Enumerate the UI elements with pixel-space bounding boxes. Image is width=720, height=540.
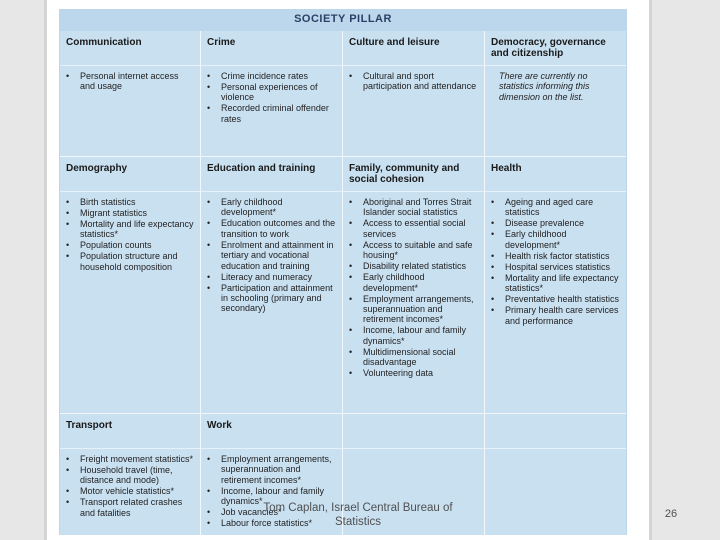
cell-heading: Education and training — [207, 163, 316, 174]
list-item: • Recorded criminal offender rates — [207, 103, 338, 124]
list-item: • Crime incidence rates — [207, 71, 338, 81]
cell-heading: Communication — [66, 37, 142, 48]
list-item: • Population counts — [66, 240, 196, 250]
cell-health — [485, 157, 626, 413]
cell-body — [343, 448, 484, 454]
list-item: • Literacy and numeracy — [207, 272, 338, 282]
cell-heading: Work — [207, 420, 232, 431]
bullet-list — [207, 197, 338, 314]
society-pillar-table — [59, 9, 627, 535]
list-item: • Mortality and life expectancy statistics* — [66, 219, 196, 240]
bullet-list — [66, 454, 196, 518]
list-item: • Early childhood development* — [349, 272, 480, 293]
list-item: • Preventative health statistics — [491, 294, 622, 304]
cell-transport — [60, 414, 200, 535]
cell-body — [343, 65, 484, 92]
list-item: • Health risk factor statistics — [491, 251, 622, 261]
cell-heading: Family, community and social cohesion — [349, 163, 460, 185]
list-item: • Hospital services statistics — [491, 262, 622, 272]
cell-body — [485, 448, 626, 454]
list-item: • Early childhood development* — [207, 197, 338, 218]
list-item: • Employment arrangements, superannuation and retirement incomes* — [349, 294, 480, 325]
bullet-list — [207, 71, 338, 124]
cell-crime — [201, 31, 342, 156]
list-item: • Motor vehicle statistics* — [66, 486, 196, 496]
bullet-list — [349, 71, 480, 92]
cell-demography — [60, 157, 200, 413]
cell-body — [343, 191, 484, 379]
credit-line-1: Tom Caplan, Israel Central Bureau of — [263, 502, 453, 514]
list-item: • Personal experiences of violence — [207, 82, 338, 103]
cell-heading: Transport — [66, 420, 113, 431]
list-item: • Birth statistics — [66, 197, 196, 207]
bullet-list — [349, 197, 480, 379]
cell-heading: Democracy, governance and citizenship — [491, 37, 606, 59]
list-item: • Cultural and sport participation and attendance — [349, 71, 480, 92]
cell-body — [201, 65, 342, 124]
slide-page-number: 26 — [664, 508, 678, 520]
category-grid — [60, 31, 626, 535]
bullet-list — [66, 197, 196, 272]
cell-culture — [343, 31, 484, 156]
list-item: • Access to essential social services — [349, 218, 480, 239]
bullet-list — [66, 71, 196, 92]
list-item: • Income, labour and family dynamics* — [207, 486, 338, 507]
cell-body — [60, 191, 200, 272]
cell-body — [60, 448, 200, 518]
list-item: • Job vacancies* — [207, 507, 338, 517]
list-item: • Volunteering data — [349, 368, 480, 378]
cell-education — [201, 157, 342, 413]
cell-body — [201, 191, 342, 314]
cell-body — [60, 65, 200, 92]
right-margin-band — [649, 0, 720, 540]
list-item: • Population structure and household composition — [66, 251, 196, 272]
list-item: • Personal internet access and usage — [66, 71, 196, 92]
cell-heading: Health — [491, 163, 522, 174]
list-item: • Labour force statistics* — [207, 518, 338, 528]
cell-note: There are currently no statistics informing this dimension on the list. — [499, 71, 590, 102]
list-item: • Disability related statistics — [349, 261, 480, 271]
cell-heading: Demography — [66, 163, 128, 174]
slide-footer-credit — [240, 501, 476, 529]
cell-democracy — [485, 31, 626, 156]
bullet-list — [491, 197, 622, 326]
list-item: • Participation and attainment in schooling (primary and secondary) — [207, 283, 338, 314]
list-item: • Household travel (time, distance and mode) — [66, 465, 196, 486]
cell-empty-2 — [485, 414, 626, 535]
cell-family — [343, 157, 484, 413]
list-item: • Disease prevalence — [491, 218, 622, 228]
list-item: • Income, labour and family dynamics* — [349, 325, 480, 346]
table-title: SOCIETY PILLAR — [294, 13, 392, 25]
cell-body — [485, 191, 626, 326]
list-item: • Migrant statistics — [66, 208, 196, 218]
list-item: • Multidimensional social disadvantage — [349, 347, 480, 368]
list-item: • Freight movement statistics* — [66, 454, 196, 464]
left-margin-band — [0, 0, 47, 540]
list-item: • Education outcomes and the transition to work — [207, 218, 338, 239]
list-item: • Mortality and life expectancy statistics* — [491, 273, 622, 294]
list-item: • Transport related crashes and fatalities — [66, 497, 196, 518]
list-item: • Aboriginal and Torres Strait Islander social statistics — [349, 197, 480, 218]
list-item: • Primary health care services and performance — [491, 305, 622, 326]
cell-heading — [485, 414, 626, 448]
list-item: • Early childhood development* — [491, 229, 622, 250]
list-item: • Ageing and aged care statistics — [491, 197, 622, 218]
cell-communication — [60, 31, 200, 156]
list-item: • Access to suitable and safe housing* — [349, 240, 480, 261]
list-item: • Enrolment and attainment in tertiary and vocational education and training — [207, 240, 338, 271]
cell-heading: Crime — [207, 37, 236, 48]
cell-heading — [343, 414, 484, 448]
credit-line-2: Statistics — [334, 516, 381, 528]
cell-body — [485, 65, 626, 102]
cell-heading: Culture and leisure — [349, 37, 440, 48]
list-item: • Employment arrangements, superannuation and retirement incomes* — [207, 454, 338, 485]
